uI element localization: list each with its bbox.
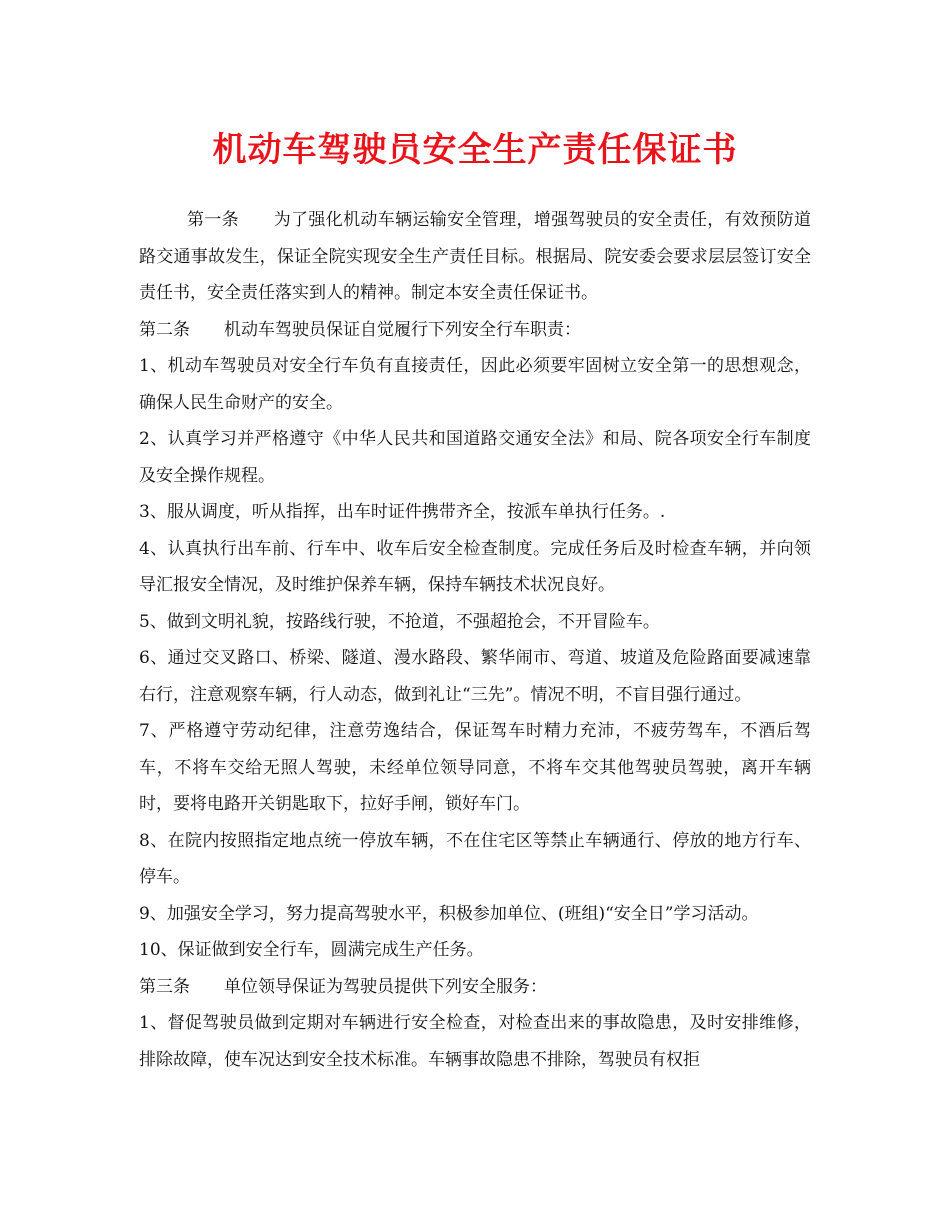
article-2-heading: 第二条 机动车驾驶员保证自觉履行下列安全行车职责： (139, 319, 581, 340)
duty-item-6: 6、通过交叉路口、桥梁、隧道、漫水路段、繁华闹市、弯道、坡道及危险路面要减速靠右行，注意观察车辆，行人动态，做到礼让“三先”。情况不明，不盲目强行通过。 (139, 648, 811, 705)
article-1-paragraph: 第一条 为了强化机动车辆运输安全管理，增强驾驶员的安全责任，有效预防道路交通事故发生，保证全院实现安全生产责任目标。根据局、院安委会要求层层签订安全责任书，安全责任落实到人的精神。制定本安全责任保证书。 (139, 210, 811, 303)
article-3-heading: 第三条 单位领导保证为驾驶员提供下列安全服务： (139, 976, 547, 997)
duty-item-8: 8、在院内按照指定地点统一停放车辆，不在住宅区等禁止车辆通行、停放的地方行车、停车。 (139, 830, 811, 887)
duty-item-3: 3、服从调度，听从指挥，出车时证件携带齐全，按派车单执行任务。. (139, 502, 666, 522)
duty-item-9: 9、加强安全学习，努力提高驾驶水平，积极参加单位、(班组)“安全日”学习活动。 (139, 903, 759, 924)
duty-item-5: 5、做到文明礼貌，按路线行驶，不抢道，不强超抢会，不开冒险车。 (139, 611, 660, 632)
duty-item-10: 10、保证做到安全行车，圆满完成生产任务。 (139, 940, 484, 960)
service-item-1: 1、督促驾驶员做到定期对车辆进行安全检查，对检查出来的事故隐患，及时安排维修，排除故障，使车况达到安全技术标准。车辆事故隐患不排除，驾驶员有权拒 (139, 1013, 811, 1070)
document-title: 机动车驾驶员安全生产责任保证书 (212, 130, 738, 170)
document-body (139, 202, 811, 1078)
duty-item-4: 4、认真执行出车前、行车中、收车后安全检查制度。完成任务后及时检查车辆，并向领导汇报安全情况，及时维护保养车辆，保持车辆技术状况良好。 (139, 538, 811, 595)
duty-item-1: 1、机动车驾驶员对安全行车负有直接责任，因此必须要牢固树立安全第一的思想观念，确保人民生命财产的安全。 (139, 356, 811, 413)
duty-item-2: 2、认真学习并严格遵守《中华人民共和国道路交通安全法》和局、院各项安全行车制度及安全操作规程。 (139, 429, 811, 486)
duty-item-7: 7、严格遵守劳动纪律，注意劳逸结合，保证驾车时精力充沛，不疲劳驾车，不酒后驾车，不将车交给无照人驾驶，未经单位领导同意，不将车交其他驾驶员驾驶，离开车辆时，要将电路开关钥匙取下，拉好手闸，锁好车门。 (139, 721, 811, 814)
